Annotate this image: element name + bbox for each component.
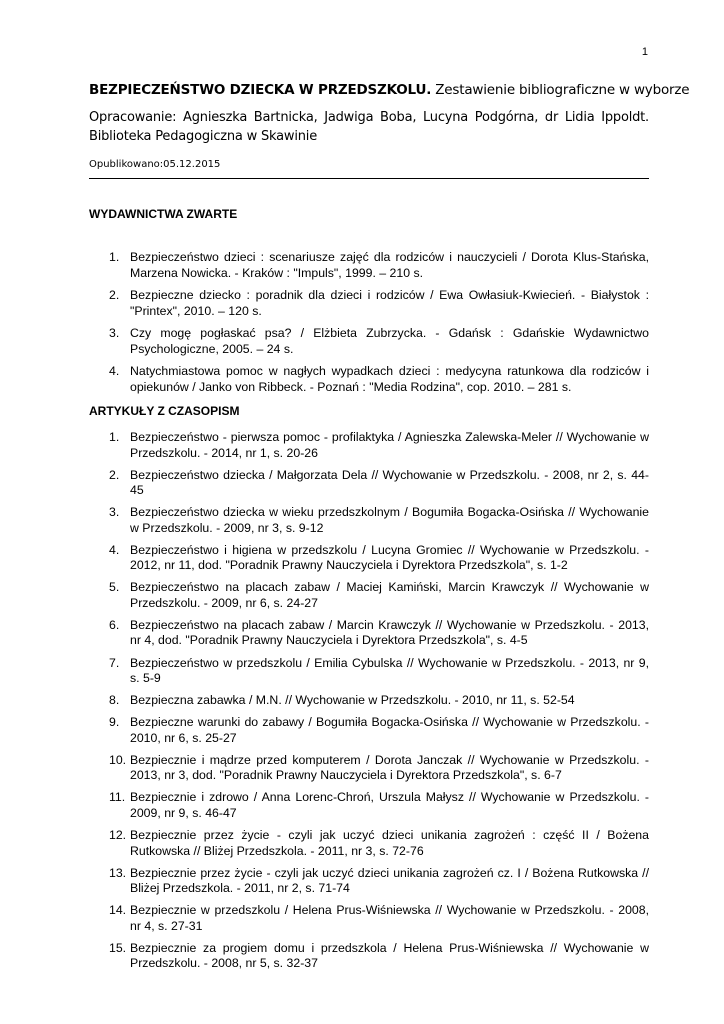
entry-text: Bezpieczeństwo na placach zabaw / Marcin Krawczyk // Wychowanie w Przedszkolu. - 2013, nr 4, dod. "Poradnik Prawny Nauczyciela i Dyrektora Przedszkola", s. 4-5 (130, 617, 649, 648)
entry-number: 1. (109, 430, 120, 444)
entry-text: Bezpieczeństwo na placach zabaw / Maciej Kamiński, Marcin Krawczyk // Wychowanie w Przedszkolu. - 2009, nr 6, s. 24-27 (130, 580, 649, 610)
entry-text: Bezpiecznie za progiem domu i przedszkola / Helena Prus-Wiśniewska // Wychowanie w Przedszkolu. - 2008, nr 5, s. 32-37 (130, 940, 649, 971)
section-heading-articles: ARTYKUŁY Z CZASOPISM (89, 404, 240, 418)
entry-text: Bezpieczna zabawka / M.N. // Wychowanie w Przedszkolu. - 2010, nr 11, s. 52-54 (130, 693, 575, 708)
entry-number: 13. (109, 865, 127, 880)
bibliography-entry (89, 790, 649, 821)
entry-number: 4. (109, 364, 120, 378)
entry-number: 15. (109, 940, 127, 955)
bibliography-entry (89, 580, 649, 611)
authors-line: Opracowanie: Agnieszka Bartnicka, Jadwiga Boba, Lucyna Podgórna, dr Lidia Ippoldt. Biblioteka Pedagogiczna w Skawinie (89, 110, 649, 144)
entry-text: Bezpieczne dziecko : poradnik dla dzieci i rodziców / Ewa Owłasiuk-Kwiecień. - Białystok : "Printex", 2010. – 120 s. (130, 288, 649, 318)
bibliography-entry (89, 866, 649, 897)
entry-text: Bezpieczeństwo dziecka w wieku przedszkolnym / Bogumiła Bogacka-Osińska // Wychowanie w Przedszkolu. - 2009, nr 3, s. 9-12 (130, 505, 649, 535)
bibliography-entry (89, 364, 649, 395)
entry-text: Natychmiastowa pomoc w nagłych wypadkach dzieci : medycyna ratunkowa dla rodziców i opiekunów / Janko von Ribbeck. - Poznań : "Media Rodzina", cop. 2010. – 281 s. (130, 364, 649, 394)
entry-text: Bezpieczeństwo w przedszkolu / Emilia Cybulska // Wychowanie w Przedszkolu. - 2013, nr 9, s. 5-9 (130, 655, 649, 686)
bibliography-entry (89, 250, 649, 281)
bibliography-entry (89, 693, 649, 709)
entry-text: Bezpiecznie przez życie - czyli jak uczyć dzieci unikania zagrożeń : część II / Bożena Rutkowska // Bliżej Przedszkola. - 2011, nr 3, s. 72-76 (130, 828, 649, 858)
bibliography-entry (89, 468, 649, 499)
entry-number: 3. (109, 326, 120, 340)
articles-list (89, 430, 649, 978)
bibliography-entry (89, 753, 649, 784)
entry-number: 8. (109, 693, 120, 708)
bibliography-entry (89, 505, 649, 536)
entry-text: Bezpiecznie przez życie - czyli jak uczyć dzieci unikania zagrożeń cz. I / Bożena Rutkowska // Bliżej Przedszkola. - 2011, nr 2, s. 71-74 (130, 865, 649, 896)
bibliography-entry (89, 941, 649, 972)
published-date: Opublikowano:05.12.2015 (89, 159, 221, 170)
entry-text: Bezpieczeństwo dzieci : scenariusze zajęć dla rodziców i nauczycieli / Dorota Klus-Stańska, Marzena Nowicka. - Kraków : "Impuls", 1999. – 210 s. (130, 250, 649, 280)
entry-text: Bezpiecznie i mądrze przed komputerem / Dorota Janczak // Wychowanie w Przedszkolu. - 2013, nr 3, dod. "Poradnik Prawny Nauczyciela i Dyrektora Przedszkola", s. 6-7 (130, 752, 649, 783)
entry-text: Bezpieczne warunki do zabawy / Bogumiła Bogacka-Osińska // Wychowanie w Przedszkolu. - 2010, nr 6, s. 25-27 (130, 715, 649, 745)
title-bold: BEZPIECZEŃSTWO DZIECKA W PRZEDSZKOLU. (89, 82, 432, 98)
entry-number: 3. (109, 505, 120, 520)
entry-number: 1. (109, 250, 120, 264)
entry-text: Bezpieczeństwo dziecka / Małgorzata Dela // Wychowanie w Przedszkolu. - 2008, nr 2, s. 44-45 (130, 467, 649, 498)
page-number: 1 (641, 46, 648, 58)
entry-number: 4. (109, 542, 120, 557)
entry-number: 2. (109, 467, 120, 482)
entry-text: Czy mogę pogłaskać psa? / Elżbieta Zubrzycka. - Gdańsk : Gdańskie Wydawnictwo Psychologiczne, 2005. – 24 s. (130, 326, 649, 356)
document-header (89, 80, 690, 171)
bibliography-entry (89, 656, 649, 687)
books-list (89, 250, 649, 402)
title-subtitle: Zestawienie bibliograficzne w wyborze (431, 82, 690, 98)
bibliography-entry (89, 543, 649, 574)
header-divider (89, 178, 649, 179)
entry-number: 7. (109, 655, 120, 670)
entry-number: 12. (109, 828, 127, 843)
entry-text: Bezpieczeństwo i higiena w przedszkolu / Lucyna Gromiec // Wychowanie w Przedszkolu. - 2012, nr 11, dod. "Poradnik Prawny Nauczyciela i Dyrektora Przedszkola", s. 1-2 (130, 542, 649, 573)
entry-number: 5. (109, 580, 120, 595)
entry-number: 6. (109, 617, 120, 632)
entry-number: 14. (109, 903, 127, 918)
bibliography-entry (89, 903, 649, 934)
document-title (89, 80, 690, 100)
entry-number: 11. (109, 790, 126, 805)
bibliography-entry (89, 430, 649, 461)
entry-number: 10. (109, 752, 127, 767)
section-heading-books: WYDAWNICTWA ZWARTE (89, 207, 238, 221)
entry-number: 2. (109, 288, 120, 302)
bibliography-entry (89, 288, 649, 319)
bibliography-entry (89, 715, 649, 746)
bibliography-entry (89, 326, 649, 357)
entry-text: Bezpieczeństwo - pierwsza pomoc - profilaktyka / Agnieszka Zalewska-Meler // Wychowanie w Przedszkolu. - 2014, nr 1, s. 20-26 (130, 430, 649, 460)
entry-number: 9. (109, 715, 120, 730)
entry-text: Bezpiecznie w przedszkolu / Helena Prus-Wiśniewska // Wychowanie w Przedszkolu. - 2008, nr 4, s. 27-31 (130, 903, 649, 933)
bibliography-entry (89, 618, 649, 649)
entry-text: Bezpiecznie i zdrowo / Anna Lorenc-Chroń, Urszula Małysz // Wychowanie w Przedszkolu. - 2009, nr 9, s. 46-47 (130, 790, 649, 820)
bibliography-entry (89, 828, 649, 859)
